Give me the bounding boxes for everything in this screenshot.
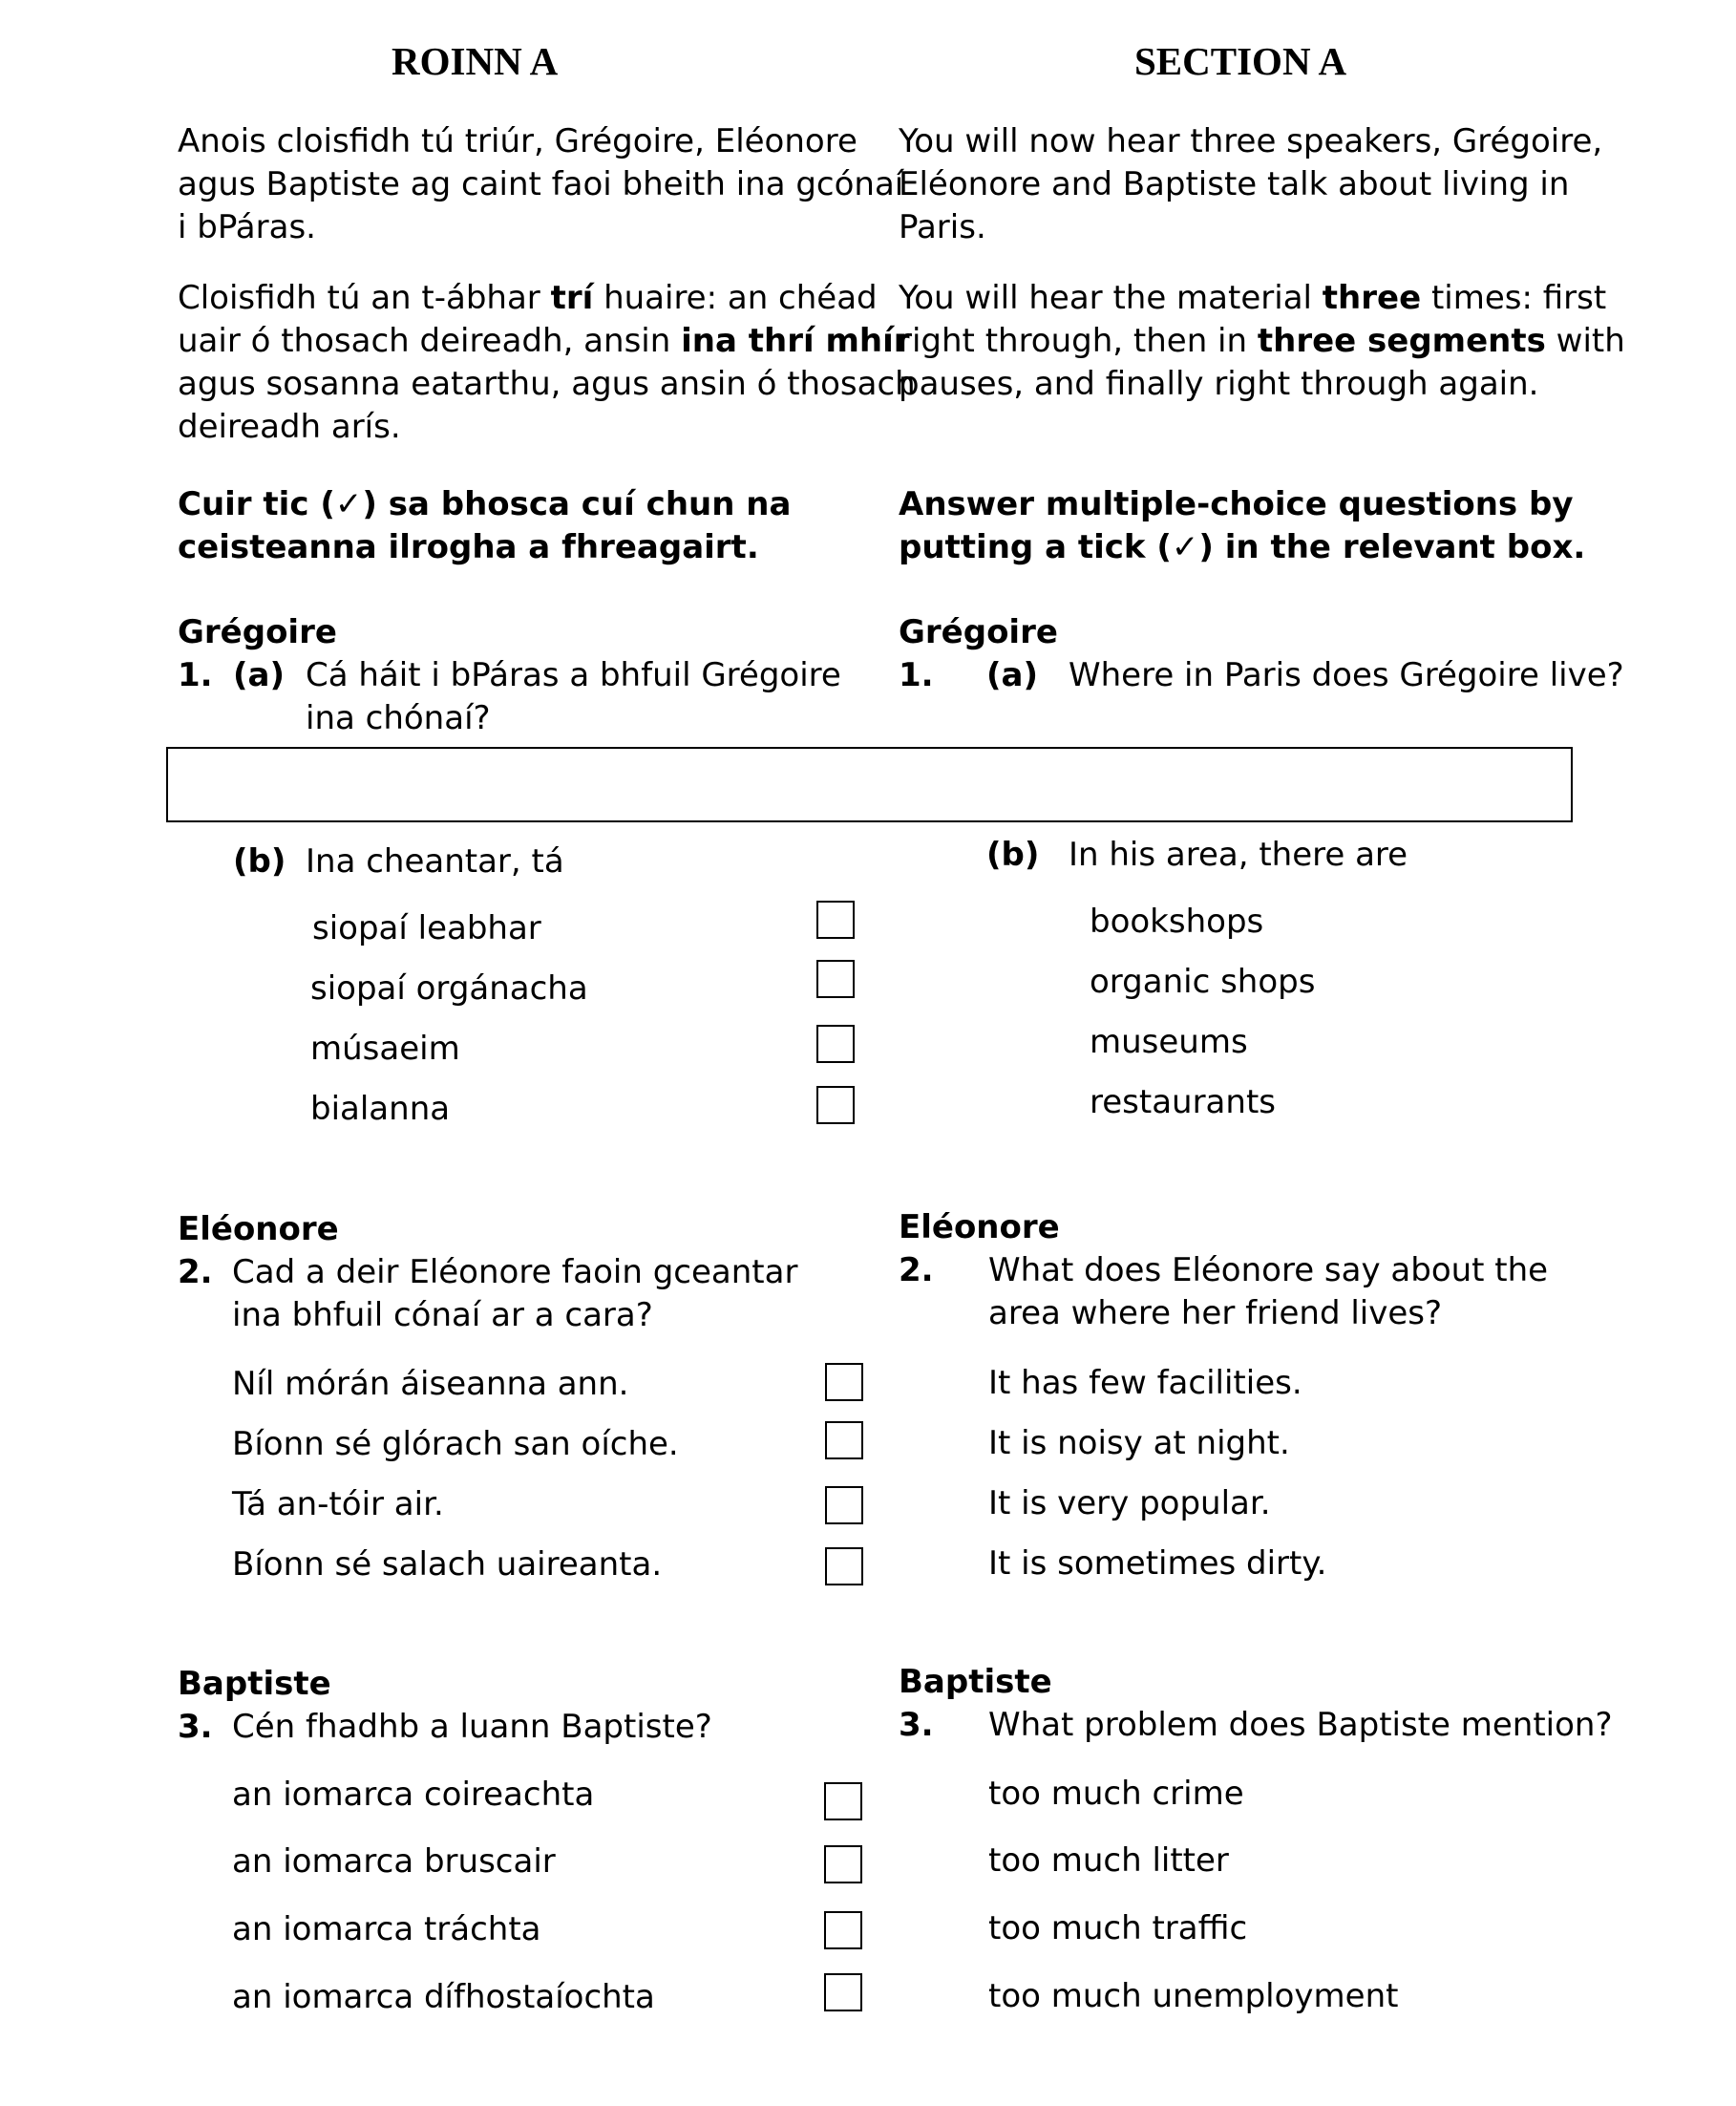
intro-english-line-3: Paris. [899, 208, 986, 246]
question-2-irish-line-2: ina bhfuil cónaí ar a cara? [232, 1296, 653, 1334]
option-3-4-english: too much unemployment [988, 1977, 1399, 2015]
question-number-2-english: 2. [899, 1251, 934, 1289]
checkbox-2-3[interactable] [825, 1486, 863, 1524]
question-1b-english: In his area, there are [1069, 836, 1408, 874]
material-english-line-1: You will hear the material three times: first [899, 279, 1607, 317]
heading-english: SECTION A [1134, 39, 1347, 83]
speaker-name-gregoire-english: Grégoire [899, 613, 1058, 651]
checkbox-3-1[interactable] [824, 1782, 862, 1820]
answer-1a-box [166, 747, 1573, 822]
material-irish-line-1: Cloisfidh tú an t-ábhar trí huaire: an chéad [178, 279, 878, 317]
intro-irish-line-3: i bPáras. [178, 208, 316, 246]
checkbox-2-1[interactable] [825, 1363, 863, 1401]
material-english-line-3: pauses, and finally right through again. [899, 365, 1539, 403]
option-1b-4-irish: bialanna [310, 1090, 451, 1128]
option-3-2-irish: an iomarca bruscair [232, 1842, 556, 1881]
speaker-name-baptiste-irish: Baptiste [178, 1665, 331, 1703]
option-3-3-irish: an iomarca tráchta [232, 1910, 541, 1948]
option-2-3-english: It is very popular. [988, 1484, 1271, 1522]
part-label-1a-irish: (a) [233, 656, 286, 694]
question-1b-irish: Ina cheantar, tá [306, 842, 564, 881]
option-1b-1-english: bookshops [1090, 903, 1264, 941]
checkbox-1b-2[interactable] [816, 960, 855, 998]
option-2-4-irish: Bíonn sé salach uaireanta. [232, 1545, 663, 1584]
part-label-1a-english: (a) [986, 656, 1039, 694]
intro-english-line-2: Eléonore and Baptiste talk about living in [899, 165, 1570, 203]
option-1b-2-english: organic shops [1090, 963, 1316, 1001]
option-2-2-english: It is noisy at night. [988, 1424, 1290, 1462]
question-number-2-irish: 2. [178, 1253, 213, 1291]
option-2-1-english: It has few facilities. [988, 1364, 1302, 1402]
part-label-1b-irish: (b) [233, 842, 286, 881]
checkbox-1b-4[interactable] [816, 1086, 855, 1124]
intro-english-line-1: You will now hear three speakers, Grégoire, [899, 122, 1603, 160]
checkbox-2-2[interactable] [825, 1421, 863, 1459]
speaker-name-baptiste-english: Baptiste [899, 1663, 1052, 1701]
option-1b-1-irish: siopaí leabhar [312, 909, 541, 947]
option-2-2-irish: Bíonn sé glórach san oíche. [232, 1425, 679, 1463]
question-2-english-line-1: What does Eléonore say about the [988, 1251, 1549, 1289]
question-1a-irish-line-2: ina chónaí? [306, 699, 491, 737]
option-2-3-irish: Tá an-tóir air. [232, 1485, 444, 1523]
question-number-1-english: 1. [899, 656, 934, 694]
option-3-1-irish: an iomarca coireachta [232, 1776, 595, 1814]
option-2-4-english: It is sometimes dirty. [988, 1544, 1327, 1583]
heading-irish: ROINN A [392, 39, 559, 83]
intro-irish-line-1: Anois cloisfidh tú triúr, Grégoire, Eléonore [178, 122, 857, 160]
speaker-name-eleonore-english: Eléonore [899, 1208, 1060, 1246]
checkbox-2-4[interactable] [825, 1547, 863, 1585]
option-3-4-irish: an iomarca dífhostaíochta [232, 1978, 655, 2016]
question-number-3-irish: 3. [178, 1708, 213, 1746]
option-1b-3-english: museums [1090, 1023, 1248, 1061]
answer-1a-input[interactable] [168, 749, 1571, 820]
instructions-english-line-2: putting a tick (✓) in the relevant box. [899, 528, 1586, 566]
option-3-1-english: too much crime [988, 1775, 1244, 1813]
speaker-name-eleonore-irish: Eléonore [178, 1210, 339, 1248]
option-1b-3-irish: músaeim [310, 1030, 460, 1068]
checkbox-3-3[interactable] [824, 1911, 862, 1949]
material-irish-line-4: deireadh arís. [178, 408, 401, 446]
question-1a-irish-line-1: Cá háit i bPáras a bhfuil Grégoire [306, 656, 841, 694]
material-irish-line-3: agus sosanna eatarthu, agus ansin ó thosach [178, 365, 916, 403]
instructions-irish-line-1: Cuir tic (✓) sa bhosca cuí chun na [178, 485, 792, 523]
material-english-line-2: right through, then in three segments with [899, 322, 1625, 360]
checkbox-1b-3[interactable] [816, 1025, 855, 1063]
question-1a-english: Where in Paris does Grégoire live? [1069, 656, 1624, 694]
checkbox-1b-1[interactable] [816, 901, 855, 939]
checkbox-3-2[interactable] [824, 1845, 862, 1883]
option-3-2-english: too much litter [988, 1841, 1229, 1880]
question-3-english: What problem does Baptiste mention? [988, 1706, 1613, 1744]
option-3-3-english: too much traffic [988, 1909, 1248, 1947]
question-2-irish-line-1: Cad a deir Eléonore faoin gceantar [232, 1253, 798, 1291]
instructions-irish-line-2: ceisteanna ilrogha a fhreagairt. [178, 528, 759, 566]
material-irish-line-2: uair ó thosach deireadh, ansin ina thrí mhír [178, 322, 910, 360]
option-1b-2-irish: siopaí orgánacha [310, 969, 588, 1008]
option-2-1-irish: Níl mórán áiseanna ann. [232, 1365, 629, 1403]
intro-irish-line-2: agus Baptiste ag caint faoi bheith ina gcónaí [178, 165, 904, 203]
question-3-irish: Cén fhadhb a luann Baptiste? [232, 1708, 712, 1746]
instructions-english-line-1: Answer multiple-choice questions by [899, 485, 1574, 523]
question-number-3-english: 3. [899, 1706, 934, 1744]
question-number-1-irish: 1. [178, 656, 213, 694]
part-label-1b-english: (b) [986, 836, 1040, 874]
option-1b-4-english: restaurants [1090, 1083, 1276, 1121]
checkbox-3-4[interactable] [824, 1973, 862, 2011]
question-2-english-line-2: area where her friend lives? [988, 1294, 1443, 1332]
speaker-name-gregoire-irish: Grégoire [178, 613, 337, 651]
